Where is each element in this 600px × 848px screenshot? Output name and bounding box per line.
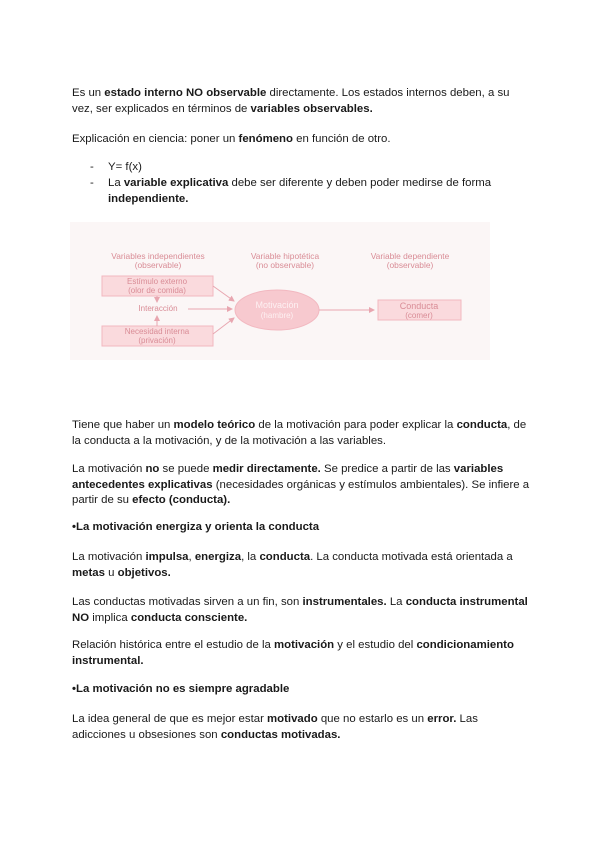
bold-text: motivado — [267, 713, 318, 725]
text-run: , la — [241, 551, 260, 563]
text-run: La motivación — [72, 551, 146, 563]
motivation-label: Motivación — [255, 300, 299, 310]
paragraph-modelo-teorico — [72, 418, 532, 449]
bold-text: conducta — [456, 419, 508, 431]
text-run: en función de otro. — [292, 133, 391, 145]
text-run: de la motivación para poder explicar la — [255, 419, 457, 431]
text-run: La idea general de que es mejor estar — [72, 713, 268, 725]
bold-text: energiza — [194, 551, 242, 563]
bold-text: objetivos. — [117, 566, 171, 579]
col2-subtitle: (no observable) — [255, 260, 315, 270]
motivation-diagram — [70, 222, 490, 360]
bold-text: impulsa — [145, 551, 189, 563]
text-run: Las adicciones u obsesiones son — [72, 713, 478, 741]
paragraph-medir-directamente — [72, 462, 532, 509]
col2-title: Variable hipotética — [250, 251, 320, 261]
bold-text: •La motivación energiza y orienta la conducta — [72, 521, 320, 533]
bold-text: efecto (conducta). — [132, 494, 231, 506]
text-run: que no estarlo es un — [317, 713, 428, 725]
text-run: debe ser diferente y deben poder medirse de forma — [228, 177, 492, 189]
bold-text: conducta — [259, 551, 311, 563]
bold-text: estado interno NO observable — [104, 87, 267, 99]
bold-text: error. — [427, 713, 457, 725]
paragraph-relacion-historica — [72, 638, 532, 669]
bold-text: medir directamente. — [212, 463, 321, 475]
col1-subtitle: (observable) — [134, 260, 182, 270]
text-run: La — [386, 596, 406, 608]
bold-text: fenómeno — [238, 133, 293, 145]
bold-text: no — [145, 463, 160, 475]
paragraph-instrumentales — [72, 595, 532, 626]
list-item-text — [108, 176, 528, 207]
text-run: , — [188, 551, 195, 563]
text-run: implica — [89, 611, 131, 624]
bold-text: motivación — [273, 639, 335, 651]
internal-need-label: Necesidad interna — [124, 327, 190, 336]
paragraph-explicacion-ciencia — [72, 132, 532, 148]
text-run: y el estudio del — [334, 639, 417, 651]
internal-need-sublabel: (privación) — [138, 336, 176, 345]
list-marker: - — [90, 177, 94, 189]
text-run: Se predice a partir de las — [320, 463, 454, 475]
list-item-text — [108, 160, 528, 176]
text-run: u — [104, 566, 118, 579]
bold-text: modelo teórico — [173, 419, 256, 431]
bold-text: instrumentales. — [302, 596, 387, 608]
text-run: Las conductas motivadas sirven a un fin, son — [72, 596, 303, 608]
col3-subtitle: (observable) — [386, 260, 434, 270]
bold-text: condicionamiento instrumental. — [72, 639, 514, 667]
motivation-sublabel: (hambre) — [260, 311, 294, 320]
bold-text: variable explicativa — [123, 177, 229, 189]
text-run: Relación histórica entre el estudio de la — [72, 639, 274, 651]
text-run: . La conducta motivada está orientada a — [310, 551, 513, 563]
col3-title: Variable dependiente — [370, 251, 450, 261]
motivation-ellipse — [235, 290, 319, 330]
bold-text: metas — [72, 566, 105, 579]
text-run: La motivación — [72, 463, 146, 475]
text-run: se puede — [159, 463, 213, 475]
paragraph-impulsa — [72, 550, 532, 581]
bold-text: independiente. — [108, 192, 189, 205]
bold-text: conductas motivadas. — [220, 728, 341, 741]
col1-title: Variables independientes — [111, 251, 205, 261]
text-run: directamente. Los estados internos deben, a su vez, ser explicados en términos de — [72, 87, 510, 115]
section-heading-agradable — [72, 682, 532, 698]
external-stimulus-label: Estímulo externo — [126, 277, 188, 286]
paragraph-adicciones — [72, 712, 532, 743]
text-run: , de la conducta a la motivación, y de la motivación a las variables. — [72, 419, 527, 447]
list-marker: - — [90, 161, 94, 173]
text-run: (necesidades orgánicas y estímulos ambientales). Se infiere a partir de su — [72, 478, 530, 506]
paragraph-estado-interno — [72, 86, 532, 117]
section-heading-energiza — [72, 520, 532, 536]
behavior-sublabel: (comer) — [405, 311, 433, 320]
external-stimulus-sublabel: (olor de comida) — [128, 286, 186, 295]
bold-text: conducta instrumental NO — [72, 596, 528, 624]
behavior-label: Conducta — [399, 301, 439, 311]
bold-text: •La motivación no es siempre agradable — [72, 683, 290, 695]
text-run: Y= f(x) — [108, 161, 142, 173]
bold-text: variables antecedentes explicativas — [72, 463, 504, 491]
bold-text: conducta consciente. — [130, 611, 248, 624]
text-run: Tiene que haber un — [72, 419, 174, 431]
text-run: Es un — [72, 87, 105, 99]
text-run: La — [108, 177, 124, 189]
text-run: Explicación en ciencia: poner un — [72, 133, 239, 145]
bold-text: variables observables. — [250, 102, 373, 115]
interaction-label: Interacción — [138, 304, 178, 313]
